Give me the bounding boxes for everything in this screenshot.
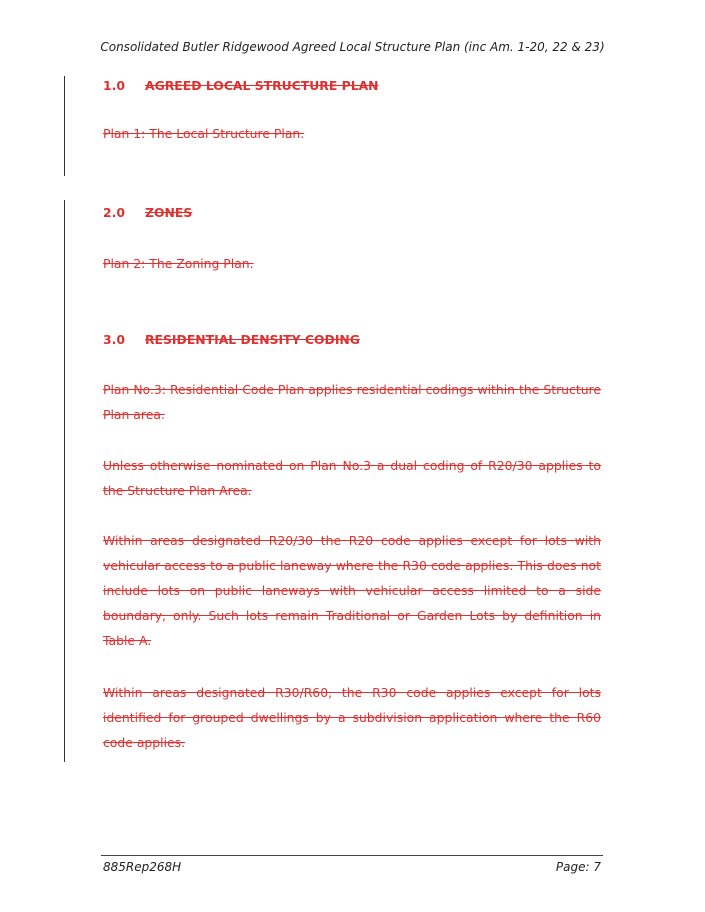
section-heading-3 xyxy=(103,332,601,347)
section-number: 2.0 xyxy=(103,205,125,220)
change-bar xyxy=(64,76,65,176)
section-heading-2 xyxy=(103,205,601,220)
page-header: Consolidated Butler Ridgewood Agreed Local Structure Plan (inc Am. 1-20, 22 & 23) xyxy=(100,40,605,54)
section-number: 1.0 xyxy=(103,78,125,93)
section-body-1: Plan 1: The Local Structure Plan. xyxy=(103,126,305,141)
section-title: ZONES xyxy=(145,205,193,220)
paragraph: Plan No.3: Residential Code Plan applies residential codings within the Structure Plan area. xyxy=(103,382,601,422)
change-bar xyxy=(64,200,65,762)
footer-divider xyxy=(101,855,603,856)
section-number: 3.0 xyxy=(103,332,125,347)
footer-page-number: Page: 7 xyxy=(555,860,601,874)
paragraph: Within areas designated R20/30 the R20 code applies except for lots with vehicular access to a public laneway where the R30 code applies. This does not include lots on public laneways with vehicular access limited to a side boundary, only. Such lots remain Traditional or Garden Lots by definition in Table A. xyxy=(103,533,601,648)
footer-doc-id: 885Rep268H xyxy=(103,860,182,874)
section-title: AGREED LOCAL STRUCTURE PLAN xyxy=(145,78,379,93)
paragraph: Unless otherwise nominated on Plan No.3 a dual coding of R20/30 applies to the Structure Plan Area. xyxy=(103,458,601,498)
paragraph: Within areas designated R30/R60, the R30 code applies except for lots identified for grouped dwellings by a subdivision application where the R60 code applies. xyxy=(103,685,601,750)
section-heading-1 xyxy=(103,78,601,93)
section-title: RESIDENTIAL DENSITY CODING xyxy=(145,332,360,347)
section-body-2: Plan 2: The Zoning Plan. xyxy=(103,256,254,271)
